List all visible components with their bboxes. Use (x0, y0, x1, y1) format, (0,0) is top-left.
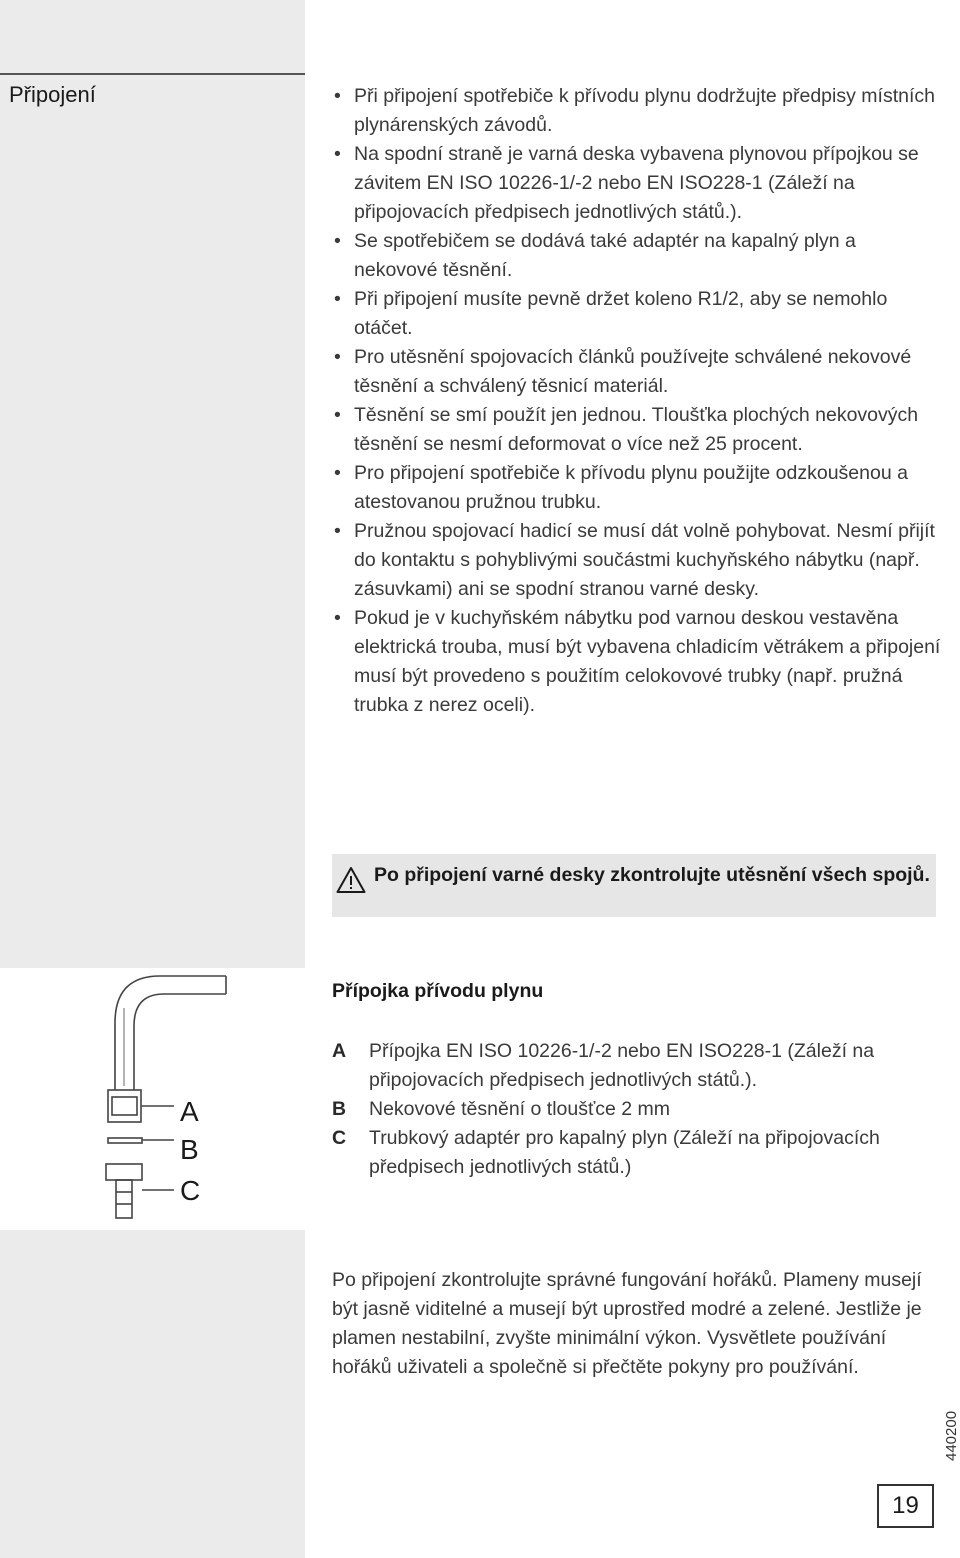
gas-connection-diagram (0, 968, 305, 1230)
legend-item (332, 1124, 932, 1182)
legend-text: Nekovové těsnění o tloušťce 2 mm (369, 1098, 671, 1120)
list-item: • Pokud je v kuchyňském nábytku pod varnou deskou vestavěna elektrická trouba, musí být vybavena chladicím větrákem a připojení musí být provedeno s použitím celokovové trubky (např. pružná trubka z nerez oceli). (332, 604, 942, 720)
document-code (934, 1385, 960, 1465)
figure-label-b: B (180, 1134, 199, 1165)
list-item: • Pro připojení spotřebiče k přívodu plynu použijte odzkoušenou a atestovanou pružnou trubku. (332, 459, 942, 517)
adapter-nut-c (106, 1164, 142, 1180)
section-divider (0, 73, 305, 75)
adapter-hose-tail-c (116, 1180, 132, 1218)
section-title: Připojení (9, 82, 96, 107)
figure-label-a: A (180, 1096, 199, 1127)
warning-triangle-icon (336, 866, 366, 894)
post-connection-paragraph: Po připojení zkontrolujte správné fungování hořáků. Plameny musejí být jasně viditelné a musejí být uprostřed modré a zelené. Jestliže je plamen nestabilní, zvyšte minimální výkon. Vysvětlete používání hořáků uživateli a společně si přečtěte pokyny pro používání. (332, 1269, 922, 1378)
legend-key: C (332, 1127, 347, 1149)
legend-key: A (332, 1040, 347, 1062)
figure-legend (332, 1037, 932, 1182)
list-item: • Těsnění se smí použít jen jednou. Tloušťka plochých nekovových těsnění se nesmí deformovat o více než 25 procent. (332, 401, 942, 459)
warning-box (332, 854, 936, 917)
figure-label-c: C (180, 1175, 201, 1206)
gasket-b (108, 1138, 142, 1143)
list-item: • Na spodní straně je varná deska vybavena plynovou přípojkou se závitem EN ISO 10226-1/-2 nebo EN ISO228-1 (Záleží na připojovacích předpisech jednotlivých států.). (332, 140, 942, 227)
list-item: • Se spotřebičem se dodává také adaptér na kapalný plyn a nekovové těsnění. (332, 227, 942, 285)
elbow-pipe-outer (115, 976, 226, 1090)
document-code-text: 440200 (943, 1410, 960, 1461)
legend-text: Přípojka EN ISO 10226-1/-2 nebo EN ISO228-1 (Záleží na připojovacích předpisech jednotlivých států.). (369, 1040, 875, 1091)
gas-connection-figure (0, 968, 305, 1230)
list-item: • Při připojení musíte pevně držet koleno R1/2, aby se nemohlo otáčet. (332, 285, 942, 343)
legend-text: Trubkový adaptér pro kapalný plyn (Záleží na připojovacích předpisech jednotlivých států.) (369, 1127, 880, 1178)
legend-item (332, 1037, 932, 1095)
page-number: 19 (877, 1484, 934, 1528)
thread-fitting-a-core (112, 1097, 137, 1115)
list-item: • Při připojení spotřebiče k přívodu plynu dodržujte předpisy místních plynárenských závodů. (332, 82, 942, 140)
list-item: • Pro utěsnění spojovacích článků používejte schválené nekovové těsnění a schválený těsnicí materiál. (332, 343, 942, 401)
list-item: • Pružnou spojovací hadicí se musí dát volně pohybovat. Nesmí přijít do kontaktu s pohyblivými součástmi kuchyňského nábytku (např. zásuvkami) ani se spodní stranou varné desky. (332, 517, 942, 604)
legend-key: B (332, 1098, 347, 1120)
thread-fitting-a (108, 1090, 141, 1122)
figure-title: Přípojka přívodu plynu (332, 980, 544, 1002)
legend-item (332, 1095, 932, 1124)
warning-text: Po připojení varné desky zkontrolujte utěsnění všech spojů. (374, 864, 930, 886)
elbow-pipe-inner (134, 994, 226, 1090)
instructions-list (332, 82, 942, 720)
left-margin-panel (0, 0, 305, 1558)
